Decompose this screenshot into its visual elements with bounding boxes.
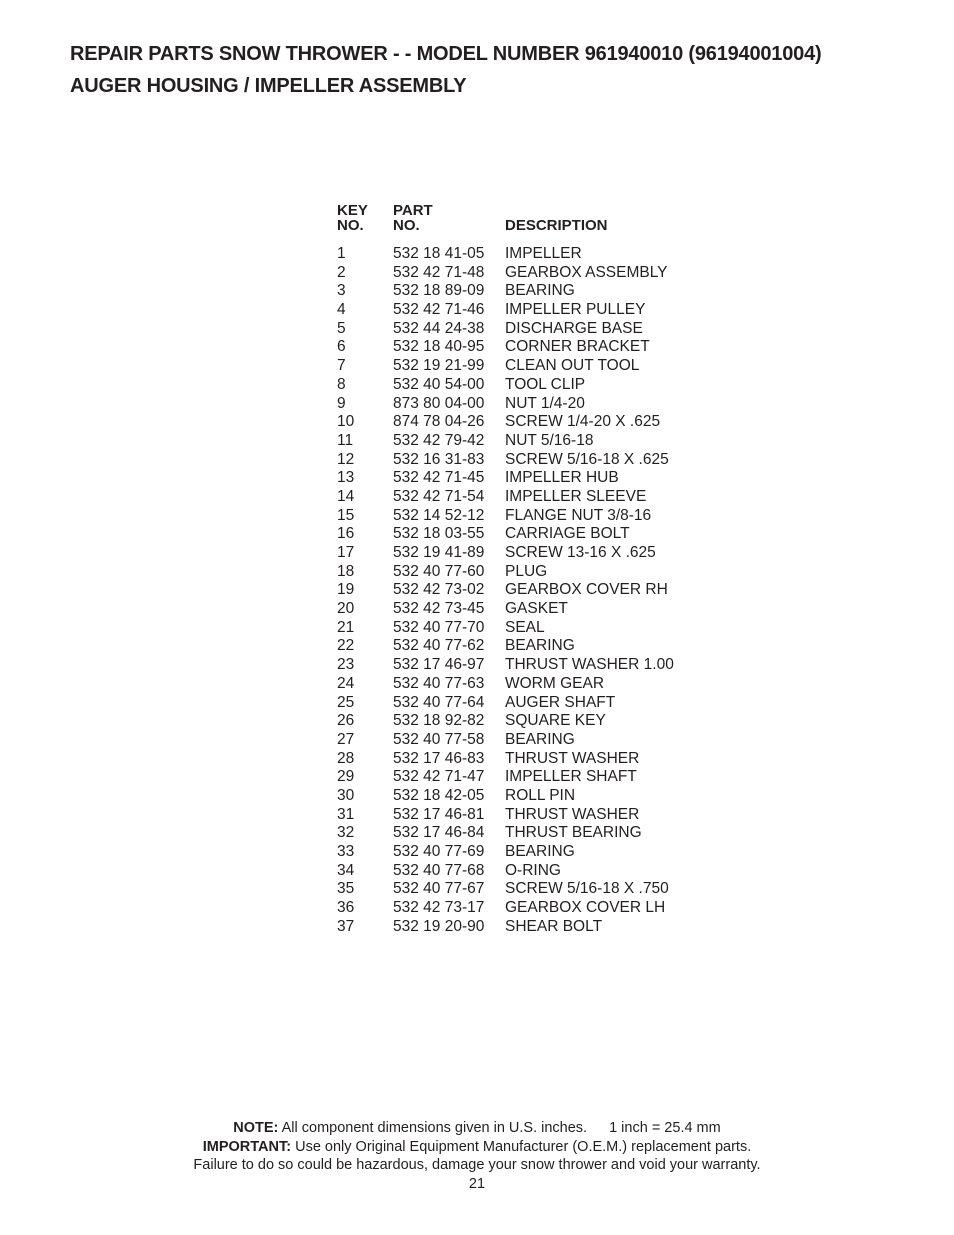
- part-no-cell: 532 17 46-84: [393, 824, 485, 842]
- key-no-cell: 8: [337, 375, 346, 393]
- key-no-cell: 34: [337, 861, 355, 879]
- part-no-cell: 532 40 77-68: [393, 861, 485, 879]
- key-no-cell: 15: [337, 506, 355, 524]
- description-cell: DISCHARGE BASE: [505, 319, 643, 337]
- note-label: NOTE:: [233, 1120, 279, 1136]
- note-text: All component dimensions given in U.S. inches.: [281, 1120, 588, 1136]
- description-cell: ROLL PIN: [505, 786, 576, 804]
- key-no-cell: 23: [337, 656, 355, 674]
- description-cell: BEARING: [505, 843, 575, 860]
- description-cell: CLEAN OUT TOOL: [505, 357, 640, 375]
- note-line: [0, 1119, 954, 1138]
- key-no-header-line1: KEY: [337, 202, 368, 219]
- key-no-cell: 7: [337, 357, 346, 375]
- unit-conversion: 1 inch = 25.4 mm: [609, 1120, 721, 1136]
- part-no-cell: 532 42 71-47: [393, 768, 485, 786]
- description-cell: O-RING: [505, 861, 561, 879]
- page-footer: [0, 1119, 954, 1193]
- part-no-cell: 532 17 46-97: [393, 656, 485, 674]
- part-no-cell: 532 18 42-05: [393, 786, 485, 804]
- part-no-cell: 532 42 71-46: [393, 301, 485, 319]
- description-cell: SCREW 1/4-20 X .625: [505, 413, 661, 431]
- part-no-cell: 532 19 41-89: [393, 544, 485, 561]
- key-no-cell: 37: [337, 917, 355, 935]
- description-cell: THRUST WASHER: [505, 805, 640, 823]
- key-no-cell: 30: [337, 786, 355, 804]
- key-no-cell: 12: [337, 450, 355, 468]
- part-no-cell: 532 14 52-12: [393, 506, 485, 524]
- key-no-cell: 28: [337, 749, 355, 767]
- part-no-cell: 532 42 71-54: [393, 487, 485, 505]
- description-cell: TOOL CLIP: [505, 375, 586, 393]
- part-no-cell: 874 78 04-26: [393, 413, 485, 431]
- key-no-cell: 1: [337, 245, 346, 262]
- warning-line: Failure to do so could be hazardous, damage your snow thrower and void your warranty.: [193, 1157, 761, 1174]
- description-cell: SCREW 5/16-18 X .625: [505, 450, 669, 468]
- part-no-cell: 532 17 46-83: [393, 749, 485, 767]
- key-no-cell: 35: [337, 880, 355, 898]
- part-no-cell: 532 40 77-70: [393, 618, 485, 636]
- key-no-cell: 17: [337, 544, 355, 561]
- description-cell: IMPELLER: [505, 245, 582, 262]
- important-label: IMPORTANT:: [202, 1138, 292, 1155]
- part-no-cell: 532 44 24-38: [393, 319, 485, 337]
- part-no-cell: 532 18 41-05: [393, 245, 485, 262]
- description-cell: BEARING: [505, 637, 575, 655]
- description-cell: GEARBOX COVER LH: [505, 899, 666, 917]
- part-no-cell: 532 40 77-69: [393, 843, 485, 860]
- key-no-cell: 14: [337, 487, 355, 505]
- description-cell: THRUST WASHER: [505, 749, 640, 767]
- key-no-cell: 11: [337, 431, 354, 449]
- key-no-cell: 32: [337, 824, 355, 842]
- part-no-cell: 532 19 20-90: [393, 917, 485, 935]
- key-no-cell: 36: [337, 899, 355, 917]
- key-no-cell: 13: [337, 469, 355, 487]
- key-no-cell: 16: [337, 525, 355, 543]
- key-no-cell: 24: [337, 674, 355, 692]
- description-header: DESCRIPTION: [505, 217, 608, 234]
- key-no-cell: 26: [337, 712, 355, 730]
- key-no-cell: 3: [337, 282, 346, 300]
- key-no-cell: 10: [337, 413, 355, 431]
- description-cell: CARRIAGE BOLT: [505, 525, 630, 543]
- description-cell: CORNER BRACKET: [505, 338, 650, 356]
- part-no-cell: 532 19 21-99: [393, 357, 485, 375]
- page-header: [70, 38, 930, 102]
- part-no-header-line1: PART: [393, 202, 433, 219]
- description-cell: NUT 1/4-20: [505, 394, 585, 412]
- key-no-cell: 18: [337, 562, 355, 580]
- important-text: Use only Original Equipment Manufacturer (O.E.M.) replacement parts.: [295, 1138, 752, 1155]
- part-no-cell: 532 42 73-45: [393, 600, 485, 618]
- description-cell: BEARING: [505, 730, 575, 748]
- description-cell: SHEAR BOLT: [505, 917, 603, 935]
- description-cell: THRUST BEARING: [505, 824, 642, 842]
- key-no-cell: 19: [337, 581, 355, 599]
- key-no-header-line2: NO.: [337, 217, 364, 234]
- key-no-cell: 31: [337, 805, 355, 823]
- part-no-cell: 532 42 73-17: [393, 899, 485, 917]
- key-no-cell: 5: [337, 319, 346, 337]
- key-no-cell: 33: [337, 843, 355, 860]
- part-no-cell: 532 40 77-62: [393, 637, 485, 655]
- part-no-cell: 532 40 77-60: [393, 562, 485, 580]
- part-no-cell: 532 40 77-63: [393, 674, 485, 692]
- part-no-cell: 532 18 92-82: [393, 712, 485, 730]
- description-cell: FLANGE NUT 3/8-16: [505, 506, 652, 524]
- description-cell: SCREW 5/16-18 X .750: [505, 880, 669, 898]
- part-no-cell: 532 17 46-81: [393, 805, 485, 823]
- description-cell: WORM GEAR: [505, 674, 605, 692]
- key-no-cell: 9: [337, 394, 346, 412]
- key-no-cell: 27: [337, 730, 355, 748]
- part-no-cell: 532 40 77-64: [393, 693, 485, 711]
- important-line: [0, 1138, 954, 1157]
- part-no-cell: 532 18 03-55: [393, 525, 485, 543]
- part-no-cell: 532 16 31-83: [393, 450, 485, 468]
- description-cell: BEARING: [505, 282, 575, 300]
- key-no-cell: 4: [337, 301, 346, 319]
- description-cell: SCREW 13-16 X .625: [505, 544, 656, 561]
- description-cell: GASKET: [505, 600, 568, 618]
- page-title: REPAIR PARTS SNOW THROWER - - MODEL NUMBER 961940010 (96194001004): [70, 43, 822, 65]
- part-no-cell: 532 40 77-67: [393, 880, 485, 898]
- description-cell: IMPELLER HUB: [505, 469, 619, 487]
- description-cell: IMPELLER PULLEY: [505, 301, 646, 319]
- part-no-cell: 532 18 89-09: [393, 282, 485, 300]
- part-no-cell: 532 42 79-42: [393, 431, 485, 449]
- part-no-cell: 532 18 40-95: [393, 338, 485, 356]
- part-no-cell: 532 42 73-02: [393, 581, 485, 599]
- key-no-cell: 22: [337, 637, 355, 655]
- key-no-cell: 6: [337, 338, 346, 356]
- key-no-cell: 21: [337, 618, 355, 636]
- description-cell: SQUARE KEY: [505, 712, 606, 730]
- key-no-cell: 29: [337, 768, 355, 786]
- description-cell: GEARBOX ASSEMBLY: [505, 263, 668, 281]
- description-cell: PLUG: [505, 562, 548, 580]
- part-no-cell: 532 40 77-58: [393, 730, 485, 748]
- description-cell: IMPELLER SHAFT: [505, 768, 637, 786]
- description-cell: GEARBOX COVER RH: [505, 581, 668, 599]
- description-cell: SEAL: [505, 618, 545, 636]
- part-no-cell: 532 42 71-45: [393, 469, 485, 487]
- part-no-cell: 532 40 54-00: [393, 375, 485, 393]
- key-no-cell: 20: [337, 600, 355, 618]
- part-no-cell: 532 42 71-48: [393, 263, 485, 281]
- part-no-cell: 873 80 04-00: [393, 394, 485, 412]
- key-no-cell: 25: [337, 693, 355, 711]
- description-cell: NUT 5/16-18: [505, 431, 594, 449]
- key-no-cell: 2: [337, 263, 346, 281]
- page-number: 21: [468, 1175, 486, 1192]
- description-cell: AUGER SHAFT: [505, 693, 616, 711]
- page-subtitle: AUGER HOUSING / IMPELLER ASSEMBLY: [70, 75, 467, 97]
- part-no-header-line2: NO.: [393, 217, 420, 234]
- description-cell: IMPELLER SLEEVE: [505, 487, 647, 505]
- description-cell: THRUST WASHER 1.00: [505, 656, 674, 674]
